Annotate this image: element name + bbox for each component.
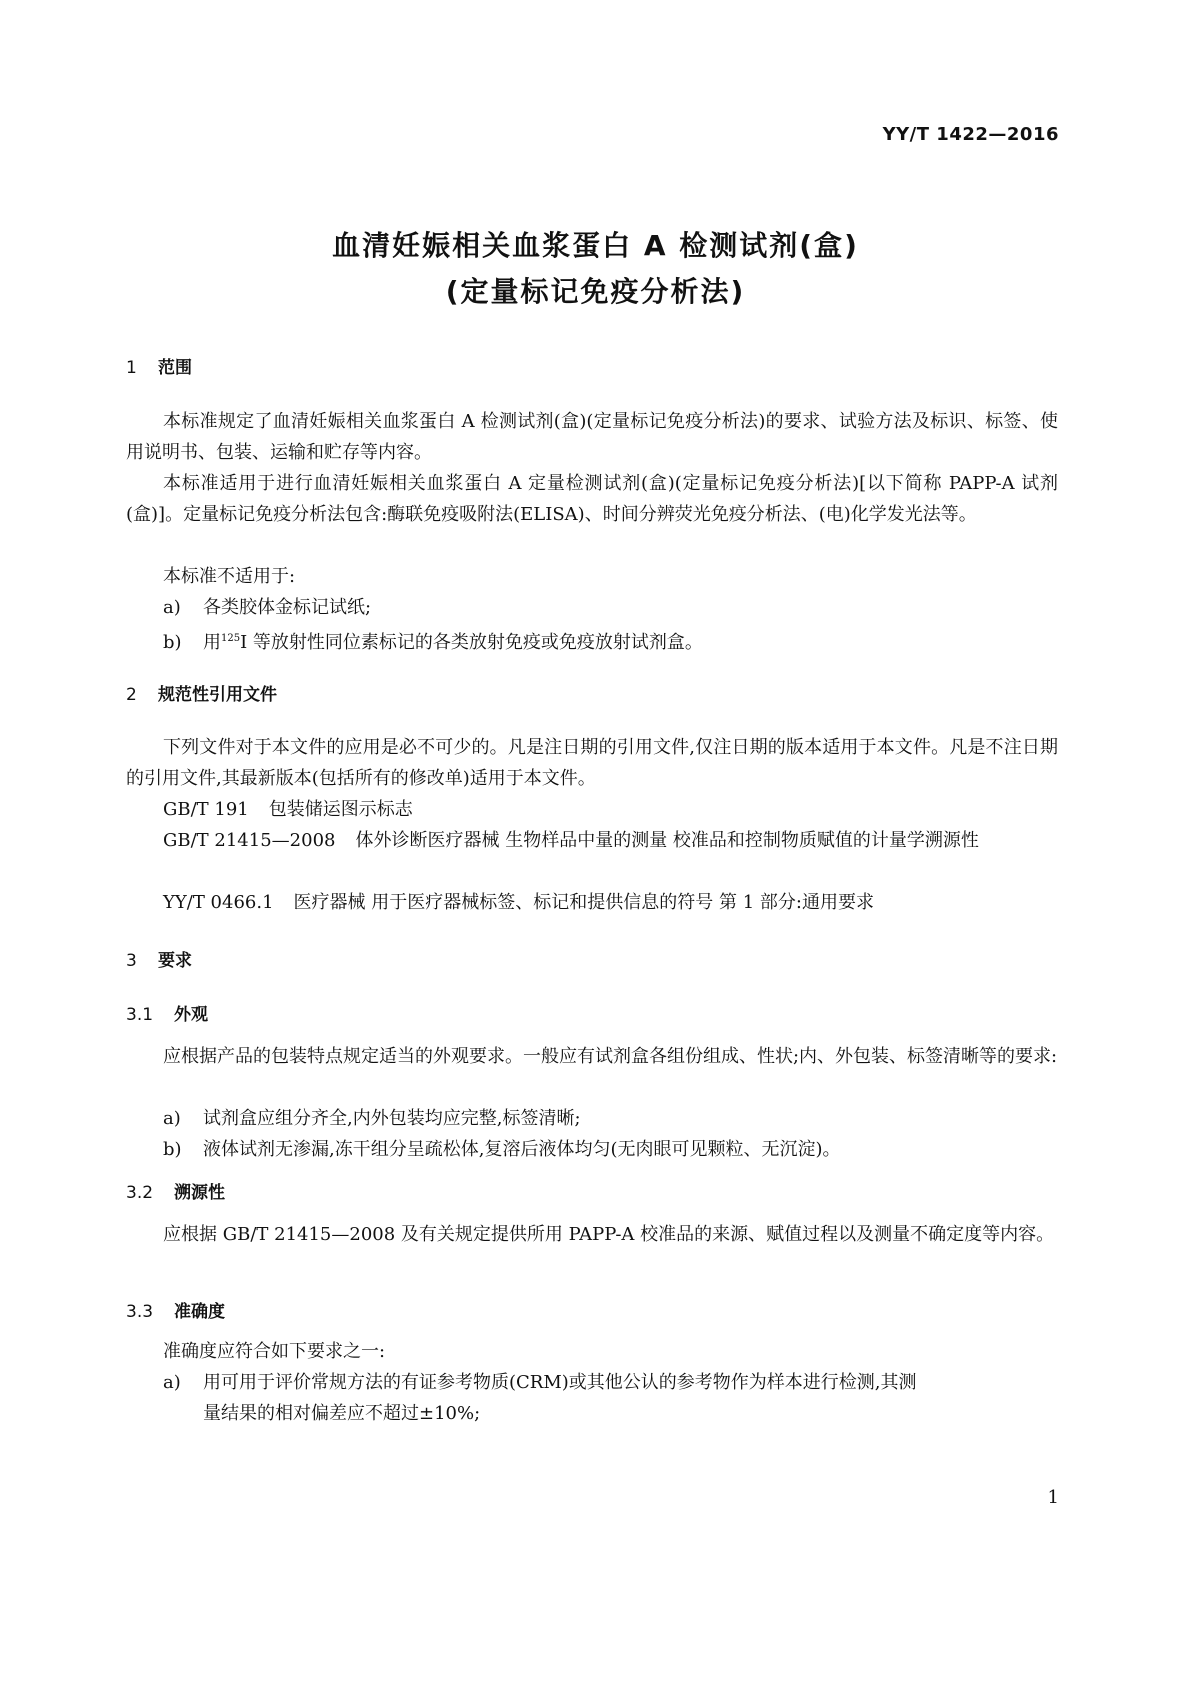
section-2-heading <box>126 680 277 705</box>
section-title: 准确度 <box>174 1302 225 1322</box>
section-3-heading <box>126 946 192 971</box>
reference-code: GB/T 21415—2008 <box>163 830 336 851</box>
list-text: I 等放射性同位素标记的各类放射免疫或免疫放射试剂盒。 <box>240 632 703 653</box>
list-item <box>163 1367 1058 1398</box>
section-title: 外观 <box>174 1005 208 1025</box>
section-title: 溯源性 <box>174 1183 225 1203</box>
section-1-heading <box>126 353 192 378</box>
section-title: 范围 <box>158 358 192 378</box>
paragraph: 本标准规定了血清妊娠相关血浆蛋白 A 检测试剂(盒)(定量标记免疫分析法)的要求、试验方法及标识、标签、使用说明书、包装、运输和贮存等内容。 <box>126 411 1058 463</box>
list-marker: a) <box>163 1372 181 1393</box>
paragraph: 应根据产品的包装特点规定适当的外观要求。一般应有试剂盒各组份组成、性状;内、外包装、标签清晰等的要求: <box>163 1046 1058 1067</box>
reference-item <box>126 825 1058 856</box>
section-number: 1 <box>126 358 137 378</box>
list-item <box>163 1134 1058 1165</box>
paragraph: 下列文件对于本文件的应用是必不可少的。凡是注日期的引用文件,仅注日期的版本适用于本文件。凡是不注日期的引用文件,其最新版本(包括所有的修改单)适用于本文件。 <box>126 737 1058 789</box>
section-number: 3 <box>126 951 137 971</box>
paragraph: 应根据 GB/T 21415—2008 及有关规定提供所用 PAPP-A 校准品的来源、赋值过程以及测量不确定度等内容。 <box>163 1224 1055 1245</box>
section-title: 规范性引用文件 <box>158 685 277 705</box>
paragraph: 本标准不适用于: <box>163 566 296 587</box>
reference-code: GB/T 191 <box>163 799 249 820</box>
list-text: 用可用于评价常规方法的有证参考物质(CRM)或其他公认的参考物作为样本进行检测,其测 <box>203 1372 917 1393</box>
list-marker: a) <box>163 1108 181 1129</box>
list-text: 试剂盒应组分齐全,内外包装均应完整,标签清晰; <box>203 1108 581 1129</box>
standard-code: YY/T 1422—2016 <box>882 124 1059 145</box>
subsection-3-1-heading <box>126 1000 208 1025</box>
reference-title: 医疗器械 用于医疗器械标签、标记和提供信息的符号 第 1 部分:通用要求 <box>293 892 874 913</box>
list-text-continuation: 量结果的相对偏差应不超过±10%; <box>203 1403 481 1424</box>
section-title: 要求 <box>158 951 192 971</box>
list-marker: b) <box>163 1139 182 1160</box>
list-item <box>163 592 1058 623</box>
list-text-prefix: 用 <box>203 632 221 653</box>
isotope-mass-number: 125 <box>221 633 241 644</box>
section-number: 3.3 <box>126 1302 154 1322</box>
subsection-3-2-heading <box>126 1178 225 1203</box>
document-title-line2: (定量标记免疫分析法) <box>445 275 746 308</box>
list-text: 各类胶体金标记试纸; <box>203 597 372 618</box>
list-marker: b) <box>163 632 182 653</box>
page-number: 1 <box>1047 1487 1059 1508</box>
section-number: 2 <box>126 685 137 705</box>
section-number: 3.1 <box>126 1005 154 1025</box>
list-item <box>163 1103 1058 1134</box>
reference-item <box>163 794 413 825</box>
reference-title: 包装储运图示标志 <box>268 799 413 820</box>
paragraph: 本标准适用于进行血清妊娠相关血浆蛋白 A 定量检测试剂(盒)(定量标记免疫分析法)[以下简称 PAPP-A 试剂(盒)]。定量标记免疫分析法包含:酶联免疫吸附法(ELISA)、时间分辨荧光免疫分析法、(电)化学发光法等。 <box>126 473 1058 525</box>
reference-item <box>163 887 874 918</box>
section-number: 3.2 <box>126 1183 154 1203</box>
subsection-3-3-heading <box>126 1297 225 1322</box>
list-item <box>163 623 1058 658</box>
reference-title: 体外诊断医疗器械 生物样品中量的测量 校准品和控制物质赋值的计量学溯源性 <box>355 830 979 851</box>
list-text: 液体试剂无渗漏,冻干组分呈疏松体,复溶后液体均匀(无肉眼可见颗粒、无沉淀)。 <box>203 1139 841 1160</box>
list-marker: a) <box>163 597 181 618</box>
paragraph: 准确度应符合如下要求之一: <box>163 1341 386 1362</box>
reference-code: YY/T 0466.1 <box>163 892 274 913</box>
document-title-line1: 血清妊娠相关血浆蛋白 A 检测试剂(盒) <box>332 229 859 262</box>
